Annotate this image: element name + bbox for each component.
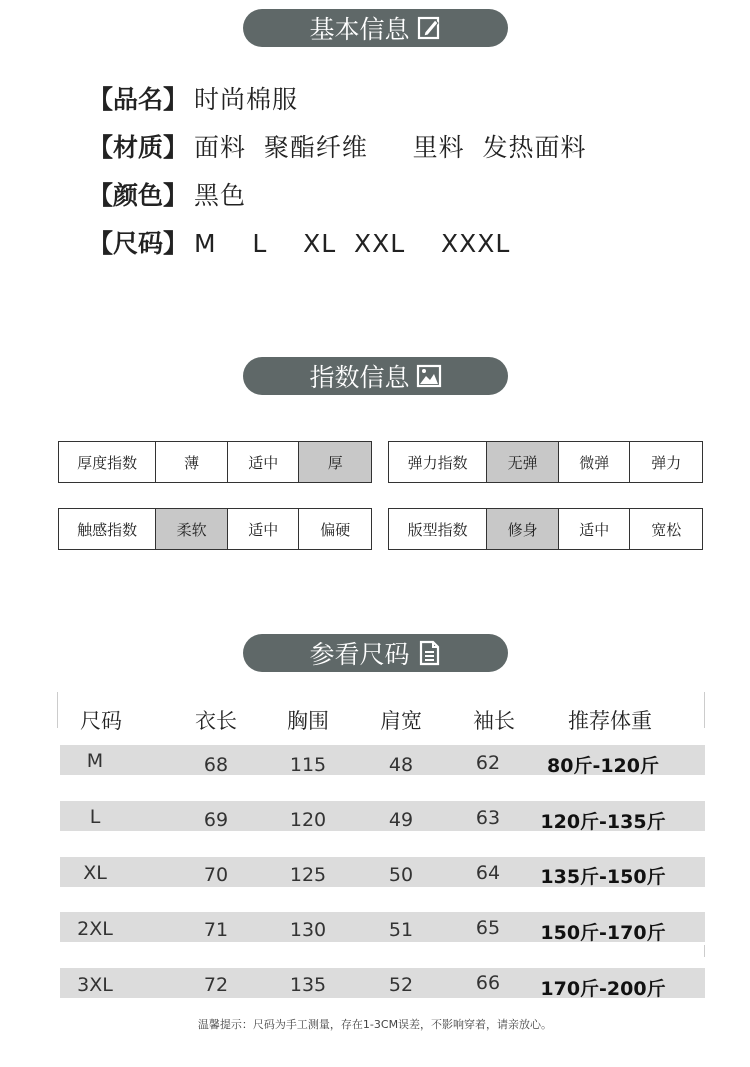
col-header-weight: 推荐体重	[568, 709, 652, 733]
info-value: 时尚棉服	[194, 85, 299, 114]
index-label: 弹力指数	[389, 442, 487, 482]
info-key: 【材质】	[88, 133, 189, 162]
cell-length: 69	[203, 809, 229, 831]
index-table-touch	[58, 508, 372, 550]
index-option: 适中	[228, 509, 300, 549]
cell-length: 68	[203, 754, 229, 776]
cell-sleeve: 66	[475, 972, 501, 994]
section-header-basic	[243, 9, 508, 47]
cell-weight: 80斤-120斤	[547, 755, 659, 777]
cell-length: 72	[203, 974, 229, 996]
cell-shoulder: 49	[388, 809, 414, 831]
cell-weight: 120斤-135斤	[540, 811, 666, 833]
col-header-length: 衣长	[195, 709, 237, 733]
index-option-selected: 厚	[299, 442, 371, 482]
section-title: 参看尺码	[309, 640, 410, 669]
cell-weight: 135斤-150斤	[540, 866, 666, 888]
cell-size: 3XL	[77, 974, 113, 996]
index-label: 版型指数	[389, 509, 487, 549]
cell-shoulder: 52	[388, 974, 414, 996]
footnote: 温馨提示：尺码为手工测量，存在1-3CM误差，不影响穿着，请亲放心。	[197, 1018, 553, 1031]
edit-icon	[416, 15, 442, 41]
info-key: 【品名】	[88, 85, 189, 114]
info-key: 【尺码】	[88, 229, 189, 258]
cell-weight: 170斤-200斤	[540, 978, 666, 1000]
info-row	[88, 76, 587, 124]
cell-length: 70	[203, 864, 229, 886]
table-frame	[57, 692, 58, 728]
info-row	[88, 124, 587, 172]
cell-sleeve: 65	[475, 917, 501, 939]
index-option: 微弹	[559, 442, 631, 482]
col-header-size: 尺码	[80, 709, 122, 733]
section-title: 基本信息	[309, 15, 410, 44]
cell-sleeve: 62	[475, 752, 501, 774]
section-header-size	[243, 634, 508, 672]
col-header-sleeve: 袖长	[473, 709, 515, 733]
basic-info-list	[88, 76, 587, 268]
cell-chest: 135	[289, 974, 327, 996]
index-option: 适中	[559, 509, 631, 549]
col-header-shoulder: 肩宽	[380, 709, 422, 733]
info-value: 面料 聚酯纤维 里料 发热面料	[194, 133, 587, 162]
info-row	[88, 220, 587, 268]
cell-size: L	[89, 806, 101, 828]
cell-weight: 150斤-170斤	[540, 922, 666, 944]
index-table-thickness	[58, 441, 372, 483]
table-frame	[704, 945, 705, 957]
info-row	[88, 172, 587, 220]
index-option-selected: 修身	[487, 509, 559, 549]
index-option: 适中	[228, 442, 300, 482]
section-title: 指数信息	[309, 363, 410, 392]
col-header-chest: 胸围	[287, 709, 329, 733]
info-value: 黑色	[194, 181, 247, 210]
index-option: 偏硬	[320, 520, 351, 539]
cell-shoulder: 48	[388, 754, 414, 776]
cell-size: 2XL	[77, 918, 113, 940]
table-frame	[704, 692, 705, 728]
cell-chest: 120	[289, 809, 327, 831]
info-key: 【颜色】	[88, 181, 189, 210]
cell-chest: 115	[289, 754, 327, 776]
index-label: 触感指数	[59, 509, 156, 549]
section-header-index	[243, 357, 508, 395]
index-option: 薄	[156, 442, 228, 482]
index-option-selected: 无弹	[487, 442, 559, 482]
info-value: M L XL XXL XXXL	[194, 229, 511, 258]
image-icon	[416, 363, 442, 389]
index-table-fit	[388, 508, 703, 550]
cell-chest: 125	[289, 864, 327, 886]
cell-shoulder: 51	[388, 919, 414, 941]
cell-shoulder: 50	[388, 864, 414, 886]
cell-length: 71	[203, 919, 229, 941]
cell-chest: 130	[289, 919, 327, 941]
document-icon	[416, 640, 442, 666]
cell-sleeve: 64	[475, 862, 501, 884]
index-option-selected: 柔软	[156, 509, 228, 549]
cell-sleeve: 63	[475, 807, 501, 829]
cell-size: M	[86, 750, 104, 772]
index-table-elasticity	[388, 441, 703, 483]
cell-size: XL	[83, 862, 107, 884]
index-option: 弹力	[651, 453, 682, 472]
index-option: 宽松	[651, 520, 682, 539]
index-label: 厚度指数	[59, 442, 156, 482]
